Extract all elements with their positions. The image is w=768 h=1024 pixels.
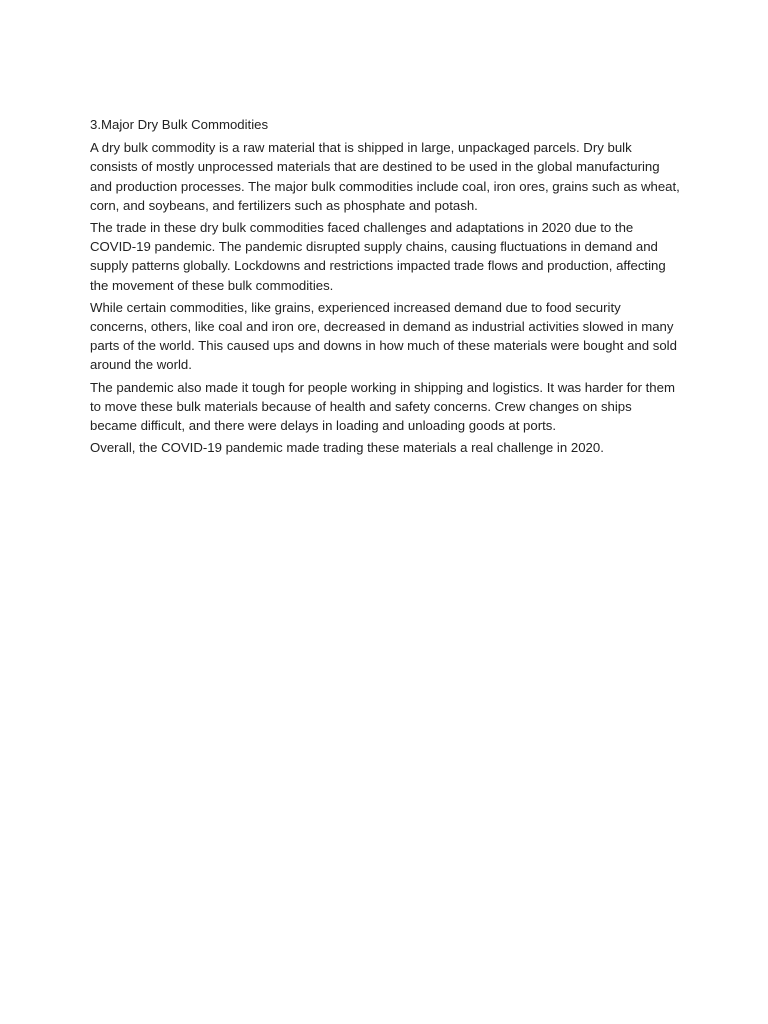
document-page bbox=[90, 115, 680, 460]
paragraph-dry-bulk-definition: A dry bulk commodity is a raw material that is shipped in large, unpackaged parcels. Dry bulk consists of mostly unprocessed materials that are destined to be used in the global manufacturing and production processes. The major bulk commodities include coal, iron ores, grains such as wheat, corn, and soybeans, and fertilizers such as phosphate and potash. bbox=[90, 140, 680, 213]
paragraph-covid-trade-challenges: The trade in these dry bulk commodities faced challenges and adaptations in 2020 due to the COVID-19 pandemic. The pandemic disrupted supply chains, causing fluctuations in demand and supply patterns globally. Lockdowns and restrictions impacted trade flows and production, affecting the movement of these bulk commodities. bbox=[90, 220, 666, 293]
paragraph-conclusion: Overall, the COVID-19 pandemic made trading these materials a real challenge in 2020. bbox=[90, 440, 604, 456]
paragraph-shipping-logistics: The pandemic also made it tough for people working in shipping and logistics. It was harder for them to move these bulk materials because of health and safety concerns. Crew changes on ships became difficult, and there were delays in loading and unloading goods at ports. bbox=[90, 379, 675, 434]
section-heading: 3.Major Dry Bulk Commodities bbox=[90, 117, 269, 132]
paragraph-demand-shifts: While certain commodities, like grains, experienced increased demand due to food security concerns, others, like coal and iron ore, decreased in demand as industrial activities slowed in many parts of the world. This caused ups and downs in how much of these materials were bought and sold around the world. bbox=[90, 299, 677, 373]
